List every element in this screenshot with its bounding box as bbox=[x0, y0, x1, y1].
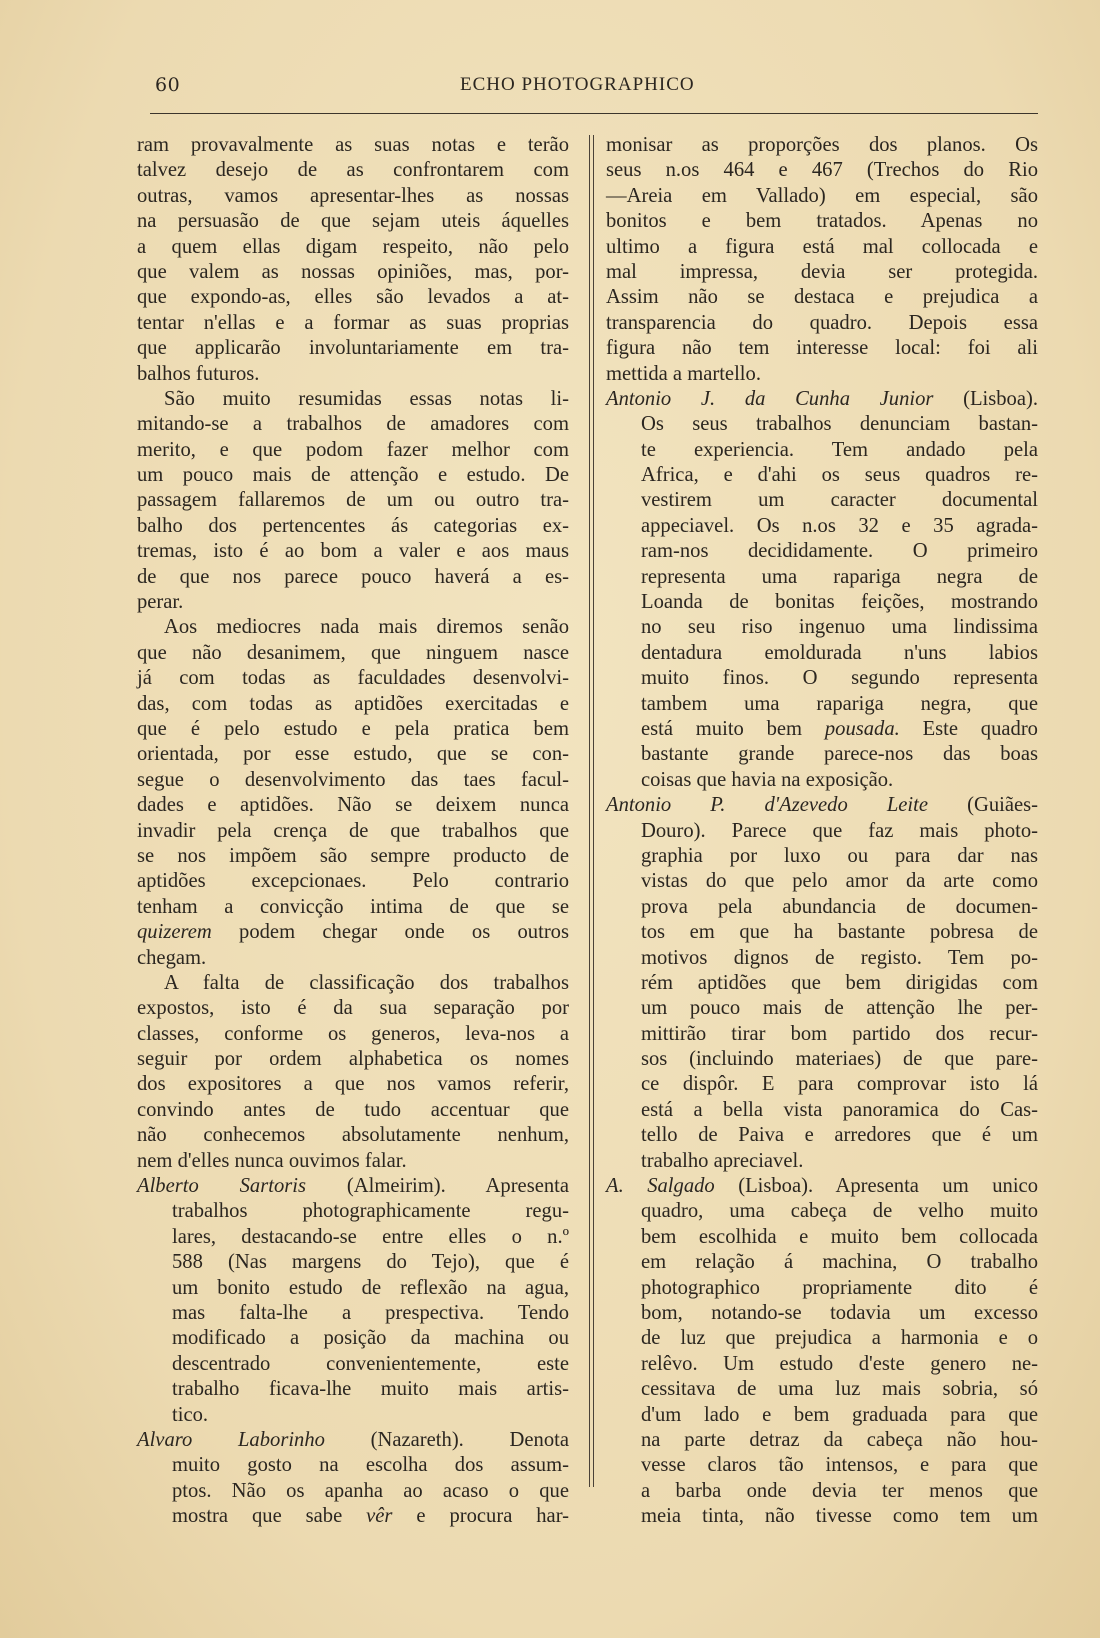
column-left bbox=[137, 133, 569, 1529]
text-line bbox=[137, 1428, 569, 1453]
text-line: tenham a convicção intima de que se bbox=[137, 895, 569, 918]
text-line: muito finos. O segundo representa bbox=[641, 667, 1038, 690]
running-head: ECHO PHOTOGRAPHICO bbox=[460, 74, 695, 95]
text-line: —Areia em Vallado) em especial, são bbox=[606, 184, 1038, 207]
text-line: tremas, isto é ao bom a valer e aos maus bbox=[137, 540, 569, 563]
text-line: que applicarão involuntariamente em tra- bbox=[137, 337, 569, 360]
text-line: Loanda de bonitas feições, mostrando bbox=[641, 591, 1038, 614]
text-line: A falta de classificação dos trabalhos bbox=[164, 971, 569, 994]
text-line: nem d'elles nunca ouvimos falar. bbox=[137, 1149, 407, 1172]
text-line: Assim não se destaca e prejudica a bbox=[606, 286, 1038, 309]
text-line: mal impressa, devia ser protegida. bbox=[606, 260, 1038, 283]
text-line: mettida a martello. bbox=[606, 362, 761, 385]
text-line: mitando-se a trabalhos de amadores com bbox=[137, 413, 569, 436]
text-line bbox=[137, 1504, 569, 1529]
text-line: figura não tem interesse local: foi ali bbox=[606, 337, 1038, 360]
text-line: convindo antes de tudo accentuar que bbox=[137, 1098, 569, 1121]
page-number: 60 bbox=[155, 74, 181, 96]
text-run: (Lisboa). Apresenta um unico bbox=[714, 1175, 1038, 1198]
italic-run: pousada. bbox=[824, 717, 900, 740]
text-line: tos em que ha bastante pobresa de bbox=[641, 921, 1038, 944]
text-line: Douro). Parece que faz mais photo- bbox=[641, 819, 1038, 842]
text-line bbox=[606, 793, 1038, 818]
italic-run: Alvaro Laborinho bbox=[137, 1428, 325, 1451]
text-line: 588 (Nas margens do Tejo), que é bbox=[172, 1251, 569, 1274]
text-line: um pouco mais de attenção e estudo. De bbox=[137, 464, 569, 487]
text-line: orientada, por esse estudo, que se con- bbox=[137, 743, 569, 766]
text-line: no seu riso ingenuo uma lindissima bbox=[641, 616, 1038, 639]
text-line: tico. bbox=[172, 1403, 209, 1426]
text-line: balhos futuros. bbox=[137, 362, 260, 385]
text-line: Aos mediocres nada mais diremos senão bbox=[164, 616, 569, 639]
text-line: a quem ellas digam respeito, não pelo bbox=[137, 235, 569, 258]
text-line: te experiencia. Tem andado pela bbox=[641, 438, 1038, 461]
text-line: graphia por luxo ou para dar nas bbox=[641, 844, 1038, 867]
text-line: bonitos e bem tratados. Apenas no bbox=[606, 210, 1038, 233]
text-line: aptidões excepcionaes. Pelo contrario bbox=[137, 870, 569, 893]
text-line: talvez desejo de as confrontarem com bbox=[137, 159, 569, 182]
text-line: bem escolhida e muito bem collocada bbox=[641, 1225, 1038, 1248]
text-line bbox=[137, 1174, 569, 1199]
text-run: (Almeirim). Apresenta bbox=[306, 1175, 570, 1198]
text-line: ultimo a figura está mal collocada e bbox=[606, 235, 1038, 258]
text-line: vistas do que pelo amor da arte como bbox=[641, 870, 1038, 893]
text-run: podem chegar onde os outros bbox=[211, 921, 569, 944]
text-line: d'um lado e bem graduada para que bbox=[641, 1403, 1038, 1426]
text-line: está a bella vista panoramica do Cas- bbox=[641, 1098, 1038, 1121]
text-line: um pouco mais de attenção lhe per- bbox=[641, 997, 1038, 1020]
text-line: na parte detraz da cabeça não hou- bbox=[641, 1428, 1038, 1451]
text-run: (Nazareth). Denota bbox=[324, 1428, 569, 1451]
italic-run: Antonio P. d'Azevedo Leite bbox=[606, 794, 929, 817]
text-line: bom, notando-se todavia um excesso bbox=[641, 1301, 1038, 1324]
text-line: de que nos parece pouco haverá a es- bbox=[137, 565, 569, 588]
text-line: classes, conforme os generos, leva-nos a bbox=[137, 1022, 569, 1045]
italic-run: A. Salgado bbox=[606, 1175, 715, 1198]
text-line: cessitava de uma luz mais sobria, só bbox=[641, 1378, 1038, 1401]
text-line: coisas que havia na exposição. bbox=[641, 768, 894, 791]
text-line: chegam. bbox=[137, 946, 207, 969]
text-line: segue o desenvolvimento das taes facul- bbox=[137, 768, 569, 791]
text-line: vesse claros tão intensos, e para que bbox=[641, 1454, 1038, 1477]
text-line: dades e aptidões. Não se deixem nunca bbox=[137, 794, 569, 817]
text-line: das, com todas as aptidões exercitadas e bbox=[137, 692, 569, 715]
text-line: photographico propriamente dito é bbox=[641, 1276, 1038, 1299]
italic-run: Antonio J. da Cunha Junior bbox=[606, 387, 934, 410]
text-line: rém aptidões que bem dirigidas com bbox=[641, 971, 1038, 994]
text-line: dentadura emoldurada n'uns labios bbox=[641, 641, 1038, 664]
italic-run: quizerem bbox=[137, 921, 212, 944]
text-run: e procura har- bbox=[392, 1505, 569, 1528]
text-line: transparencia do quadro. Depois essa bbox=[606, 311, 1038, 334]
text-line: invadir pela crença de que trabalhos que bbox=[137, 819, 569, 842]
text-line: vestirem um caracter documental bbox=[641, 489, 1038, 512]
text-line: na persuasão de que sejam uteis áquelles bbox=[137, 210, 569, 233]
text-line: expostos, isto é da sua separação por bbox=[137, 997, 569, 1020]
text-line bbox=[606, 1174, 1038, 1199]
text-line: a barba onde devia ter menos que bbox=[641, 1479, 1038, 1502]
italic-run: Alberto Sartoris bbox=[137, 1175, 307, 1198]
text-line: perar. bbox=[137, 591, 184, 614]
text-line: dos expositores a que nos vamos referir, bbox=[137, 1073, 569, 1096]
text-line: ptos. Não os apanha ao acaso o que bbox=[172, 1479, 569, 1502]
text-line: appeciavel. Os n.os 32 e 35 agrada- bbox=[641, 514, 1038, 537]
text-line: passagem fallaremos de um ou outro tra- bbox=[137, 489, 569, 512]
text-line: prova pela abundancia de documen- bbox=[641, 895, 1038, 918]
text-line: que não desanimem, que ninguem nasce bbox=[137, 641, 569, 664]
text-line: tello de Paiva e arredores que é um bbox=[641, 1124, 1038, 1147]
text-line: seguir por ordem alphabetica os nomes bbox=[137, 1048, 569, 1071]
text-line: merito, e que podom fazer melhor com bbox=[137, 438, 569, 461]
text-run: mostra que sabe bbox=[172, 1505, 367, 1528]
text-line: Os seus trabalhos denunciam bastan- bbox=[641, 413, 1038, 436]
header-rule bbox=[150, 113, 1038, 114]
text-line: São muito resumidas essas notas li- bbox=[164, 387, 569, 410]
text-line: trabalhos photographicamente regu- bbox=[172, 1200, 569, 1223]
text-line: trabalho apreciavel. bbox=[641, 1149, 804, 1172]
text-run: (Lisboa). bbox=[933, 387, 1038, 410]
text-line: se nos impõem são sempre producto de bbox=[137, 844, 569, 867]
column-right bbox=[606, 133, 1038, 1529]
text-line: não conhecemos absolutamente nenhum, bbox=[137, 1124, 569, 1147]
text-line bbox=[606, 387, 1038, 412]
text-line: seus n.os 464 e 467 (Trechos do Rio bbox=[606, 159, 1038, 182]
text-line: que valem as nossas opiniões, mas, por- bbox=[137, 260, 569, 283]
text-line: motivos dignos de registo. Tem po- bbox=[641, 946, 1038, 969]
text-line: sos (incluindo materiaes) de que pare- bbox=[641, 1048, 1038, 1071]
column-rule-second bbox=[593, 135, 594, 1487]
text-line: meia tinta, não tivesse como tem um bbox=[641, 1505, 1038, 1528]
text-line: descentrado convenientemente, este bbox=[172, 1352, 569, 1375]
text-line: Africa, e d'ahi os seus quadros re- bbox=[641, 464, 1038, 487]
text-line: lares, destacando-se entre elles o n.º bbox=[172, 1225, 569, 1248]
text-line: um bonito estudo de reflexão na agua, bbox=[172, 1276, 569, 1299]
text-line bbox=[606, 717, 1038, 742]
text-line: trabalho ficava-lhe muito mais artis- bbox=[172, 1378, 569, 1401]
text-line: que é pelo estudo e pela pratica bem bbox=[137, 717, 569, 740]
text-line bbox=[137, 920, 569, 945]
text-run: (Guiães- bbox=[928, 794, 1038, 817]
italic-run: vêr bbox=[366, 1505, 393, 1528]
text-run: Este quadro bbox=[899, 717, 1038, 740]
text-line: outras, vamos apresentar-lhes as nossas bbox=[137, 184, 569, 207]
text-line: mas falta-lhe a prespectiva. Tendo bbox=[172, 1301, 569, 1324]
text-line: modificado a posição da machina ou bbox=[172, 1327, 569, 1350]
text-line: mittirão tirar bom partido dos recur- bbox=[641, 1022, 1038, 1045]
text-line: balho dos pertencentes ás categorias ex- bbox=[137, 514, 569, 537]
text-line: ram provavalmente as suas notas e terão bbox=[137, 134, 569, 156]
text-line: tambem uma rapariga negra, que bbox=[641, 692, 1038, 715]
text-line: representa uma rapariga negra de bbox=[641, 565, 1038, 588]
text-line: muito gosto na escolha dos assum- bbox=[172, 1454, 569, 1477]
text-run: está muito bem bbox=[641, 717, 825, 740]
text-line: de luz que prejudica a harmonia e o bbox=[641, 1327, 1038, 1350]
text-line: bastante grande parece-nos das boas bbox=[641, 743, 1038, 766]
text-line: ram-nos decididamente. O primeiro bbox=[641, 540, 1038, 563]
text-line: já com todas as faculdades desenvolvi- bbox=[137, 667, 569, 690]
column-rule bbox=[589, 135, 590, 1487]
text-line: em relação á machina, O trabalho bbox=[641, 1251, 1038, 1274]
text-line: quadro, uma cabeça de velho muito bbox=[641, 1200, 1038, 1223]
text-line: relêvo. Um estudo d'este genero ne- bbox=[641, 1352, 1038, 1375]
text-line: tentar n'ellas e a formar as suas proprias bbox=[137, 311, 569, 334]
text-line: monisar as proporções dos planos. Os bbox=[606, 134, 1038, 156]
text-line: ce dispôr. E para comprovar isto lá bbox=[641, 1073, 1038, 1096]
text-line: que expondo-as, elles são levados a at- bbox=[137, 286, 569, 309]
